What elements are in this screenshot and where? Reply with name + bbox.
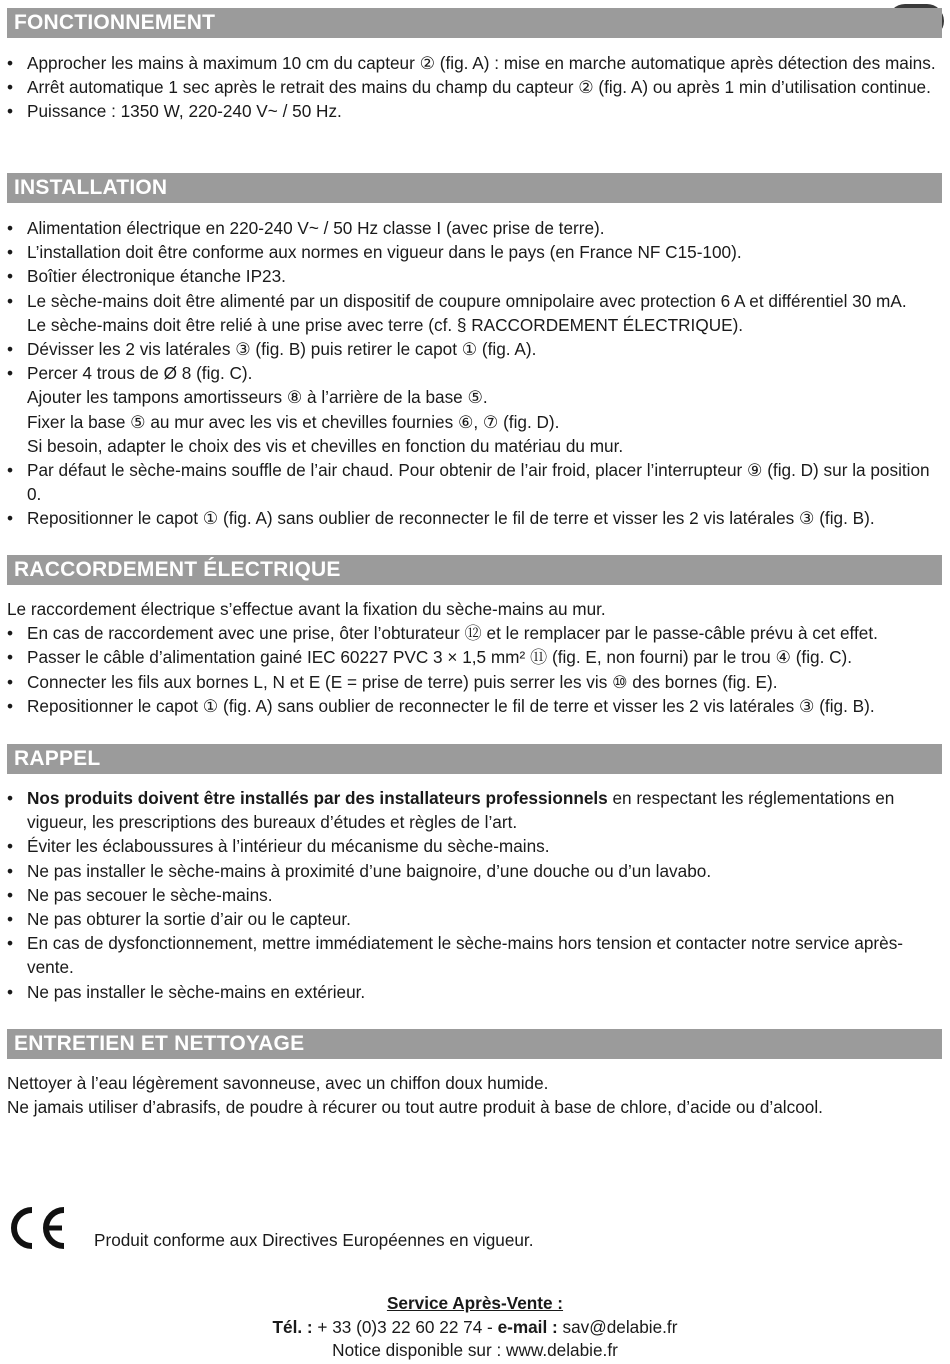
rappel-list [7,786,942,1004]
list-item-continuation: Si besoin, adapter le choix des vis et chevilles en fonction du matériau du mur. [27,435,624,456]
list-item: • L’installation doit être conforme aux normes en vigueur dans le pays (en France NF C15-100). [7,240,942,264]
email-value: sav@delabie.fr [557,1316,678,1337]
list-item: • En cas de dysfonctionnement, mettre immédiatement le sèche-mains hors tension et contacter notre service après-vente. [7,931,942,979]
tel-value: + 33 (0)3 22 60 22 74 - [312,1316,498,1337]
list-item: • Repositionner le capot ① (fig. A) sans oublier de reconnecter le fil de terre et visser les 2 vis latérales ③ (fig. B). [7,694,942,718]
section-header-raccordement: RACCORDEMENT ÉLECTRIQUE [7,555,942,585]
ce-conformity-text: Produit conforme aux Directives Européennes en vigueur. [94,1230,534,1250]
notice-text: Notice disponible sur : www.delabie.fr [332,1340,618,1360]
section-header-entretien: ENTRETIEN ET NETTOYAGE [7,1029,942,1059]
rappel-first-rest: en respectant les réglementations en vigueur, les prescriptions des bureaux d’études et règles de l’art. [27,788,895,833]
fonctionnement-list [7,51,942,124]
list-item: • Percer 4 trous de Ø 8 (fig. C). [7,361,942,385]
raccordement-list [7,597,942,718]
list-item: • Puissance : 1350 W, 220-240 V~ / 50 Hz. [7,99,942,123]
list-item: • Arrêt automatique 1 sec après le retrait des mains du champ du capteur ② (fig. A) ou après 1 min d’utilisation continue. [7,75,942,99]
list-item-continuation: Ajouter les tampons amortisseurs ⑧ à l’arrière de la base ⑤. [27,387,488,408]
list-item: • Connecter les fils aux bornes L, N et E (E = prise de terre) puis serrer les vis ⑩ des bornes (fig. E). [7,670,942,694]
paragraph: Ne jamais utiliser d’abrasifs, de poudre à récurer ou tout autre produit à base de chlore, d’acide ou d’alcool. [7,1097,823,1118]
list-item: • Éviter les éclaboussures à l’intérieur du mécanisme du sèche-mains. [7,834,942,858]
raccordement-intro: Le raccordement électrique s’effectue avant la fixation du sèche-mains au mur. [7,599,606,619]
list-item: • Boîtier électronique étanche IP23. [7,264,942,288]
list-item: • Ne pas obturer la sortie d’air ou le capteur. [7,907,942,931]
list-item-continuation: Fixer la base ⑤ au mur avec les vis et chevilles fournies ⑥, ⑦ (fig. D). [27,411,560,432]
entretien-text [7,1071,942,1119]
list-item: • Passer le câble d’alimentation gainé IEC 60227 PVC 3 × 1,5 mm² ⑪ (fig. E, non fourni) par le trou ④ (fig. C). [7,645,942,669]
ce-mark-icon [6,1206,66,1250]
list-item: • Repositionner le capot ① (fig. A) sans oublier de reconnecter le fil de terre et visser les 2 vis latérales ③ (fig. B). [7,506,942,530]
list-item: • En cas de raccordement avec une prise, ôter l’obturateur ⑫ et le remplacer par le passe-câble prévu à cet effet. [7,621,942,645]
paragraph: Nettoyer à l’eau légèrement savonneuse, avec un chiffon doux humide. [7,1073,549,1093]
footer [0,1292,950,1363]
section-header-rappel: RAPPEL [7,744,942,774]
email-label: e-mail : [497,1316,558,1337]
installation-list [7,216,942,531]
section-header-fonctionnement: FONCTIONNEMENT [7,8,942,38]
tel-label: Tél. : [272,1316,313,1337]
list-item: • Le sèche-mains doit être alimenté par un dispositif de coupure omnipolaire avec protection 6 A et différentiel 30 mA. [7,289,942,313]
list-item [7,786,942,834]
list-item: • Alimentation électrique en 220-240 V~ / 50 Hz classe I (avec prise de terre). [7,216,942,240]
service-title: Service Après-Vente : [386,1293,564,1313]
rappel-emphasis: Nos produits doivent être installés par des installateurs professionnels [27,788,608,808]
section-header-installation: INSTALLATION [7,173,942,203]
list-item: • Ne pas secouer le sèche-mains. [7,883,942,907]
list-item: • Par défaut le sèche-mains souffle de l’air chaud. Pour obtenir de l’air froid, placer l’interrupteur ⑨ (fig. D) sur la position 0. [7,458,942,506]
list-item: • Dévisser les 2 vis latérales ③ (fig. B) puis retirer le capot ① (fig. A). [7,337,942,361]
list-item: • Ne pas installer le sèche-mains en extérieur. [7,980,942,1004]
list-item: • Approcher les mains à maximum 10 cm du capteur ② (fig. A) : mise en marche automatique après détection des mains. [7,51,942,75]
list-item-continuation: Le sèche-mains doit être relié à une prise avec terre (cf. § RACCORDEMENT ÉLECTRIQUE). [27,314,744,335]
list-item: • Ne pas installer le sèche-mains à proximité d’une baignoire, d’une douche ou d’un lavabo. [7,859,942,883]
